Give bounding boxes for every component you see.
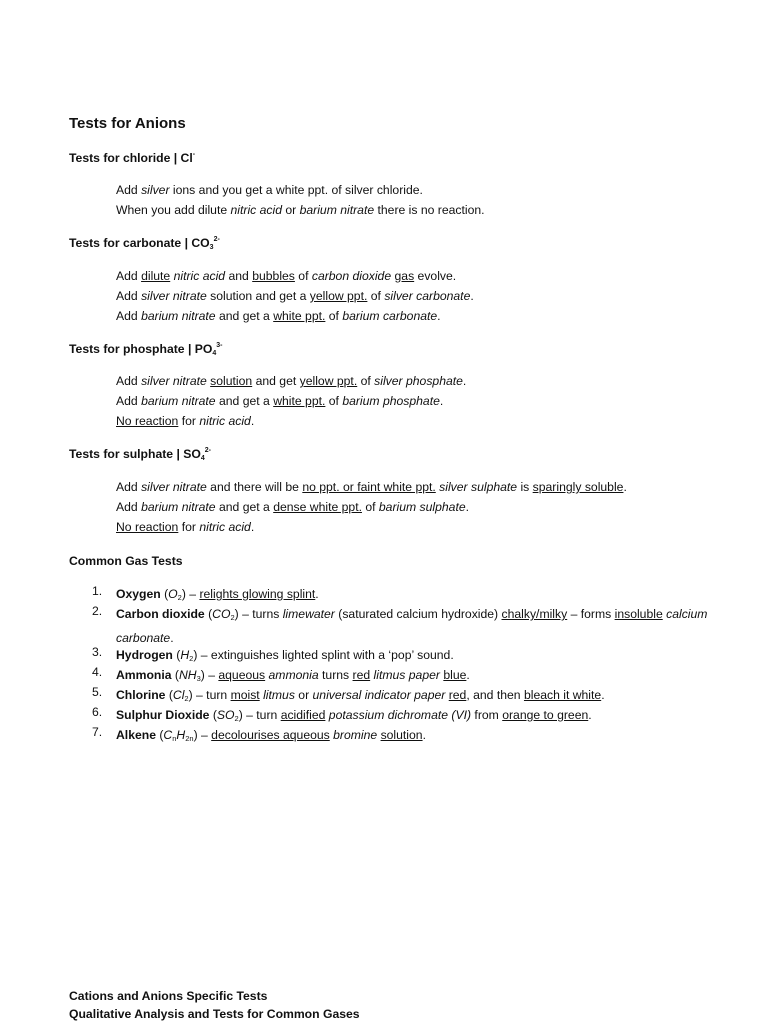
list-item: Carbon dioxide $(CO_2)$ – turns limewater (saturated calcium hydroxide) chalky/milky – forms insoluble calcium carbonate. <box>116 607 708 645</box>
list-item: Oxygen $(O_2)$ – relights glowing splint. <box>116 587 319 602</box>
list-item: Chlorine $(Cl_2)$ – turn moist litmus or universal indicator paper red, and then bleach it white. <box>116 688 605 703</box>
text-line: Add barium nitrate and get a dense white ppt. of barium sulphate. <box>116 500 470 514</box>
list-number: 4. <box>92 665 103 679</box>
text-line: Add barium nitrate and get a white ppt. of barium carbonate. <box>116 309 441 323</box>
text-line: When you add dilute nitric acid or barium nitrate there is no reaction. <box>116 203 485 217</box>
text-line: Add silver ions and you get a white ppt. of silver chloride. <box>116 183 423 197</box>
list-number: 5. <box>92 685 103 699</box>
text-line: No reaction for nitric acid. <box>116 414 255 428</box>
list-number: 2. <box>92 604 103 618</box>
list-item: Hydrogen $(H_2)$ – extinguishes lighted splint with a ‘pop’ sound. <box>116 648 454 663</box>
list-number: 3. <box>92 645 103 659</box>
list-item: Sulphur Dioxide $(SO_2)$ – turn acidified potassium dichromate (VI) from orange to green. <box>116 708 592 723</box>
page-title: Tests for Anions <box>69 115 186 132</box>
text-line: Add dilute nitric acid and bubbles of carbon dioxide gas evolve. <box>116 269 457 283</box>
text-line: Add silver nitrate and there will be no ppt. or faint white ppt. silver sulphate is sparingly soluble. <box>116 480 627 494</box>
list-number: 1. <box>92 584 103 598</box>
footer-line: Qualitative Analysis and Tests for Common Gases <box>69 1007 360 1021</box>
list-number: 7. <box>92 725 103 739</box>
list-item: Alkene $(C_nH_{2n})$ – decolourises aqueous bromine solution. <box>116 728 426 743</box>
text-line: Add barium nitrate and get a white ppt. of barium phosphate. <box>116 394 444 408</box>
section-heading: Tests for carbonate | $CO_3^{2-}$ <box>69 236 220 251</box>
footer-line: Cations and Anions Specific Tests <box>69 989 268 1003</box>
list-item: Ammonia $(NH_3)$ – aqueous ammonia turns red litmus paper blue. <box>116 668 470 683</box>
text-line: No reaction for nitric acid. <box>116 520 255 534</box>
section-heading: Tests for phosphate | $PO_4^{3-}$ <box>69 342 223 357</box>
section-heading: Tests for sulphate | $SO_4^{2-}$ <box>69 447 211 462</box>
text-line: Add silver nitrate solution and get a yellow ppt. of silver carbonate. <box>116 289 474 303</box>
gas-tests-heading: Common Gas Tests <box>69 554 183 568</box>
text-line: Add silver nitrate solution and get yellow ppt. of silver phosphate. <box>116 374 467 388</box>
section-heading: Tests for chloride | Cl- <box>69 151 196 165</box>
list-number: 6. <box>92 705 103 719</box>
